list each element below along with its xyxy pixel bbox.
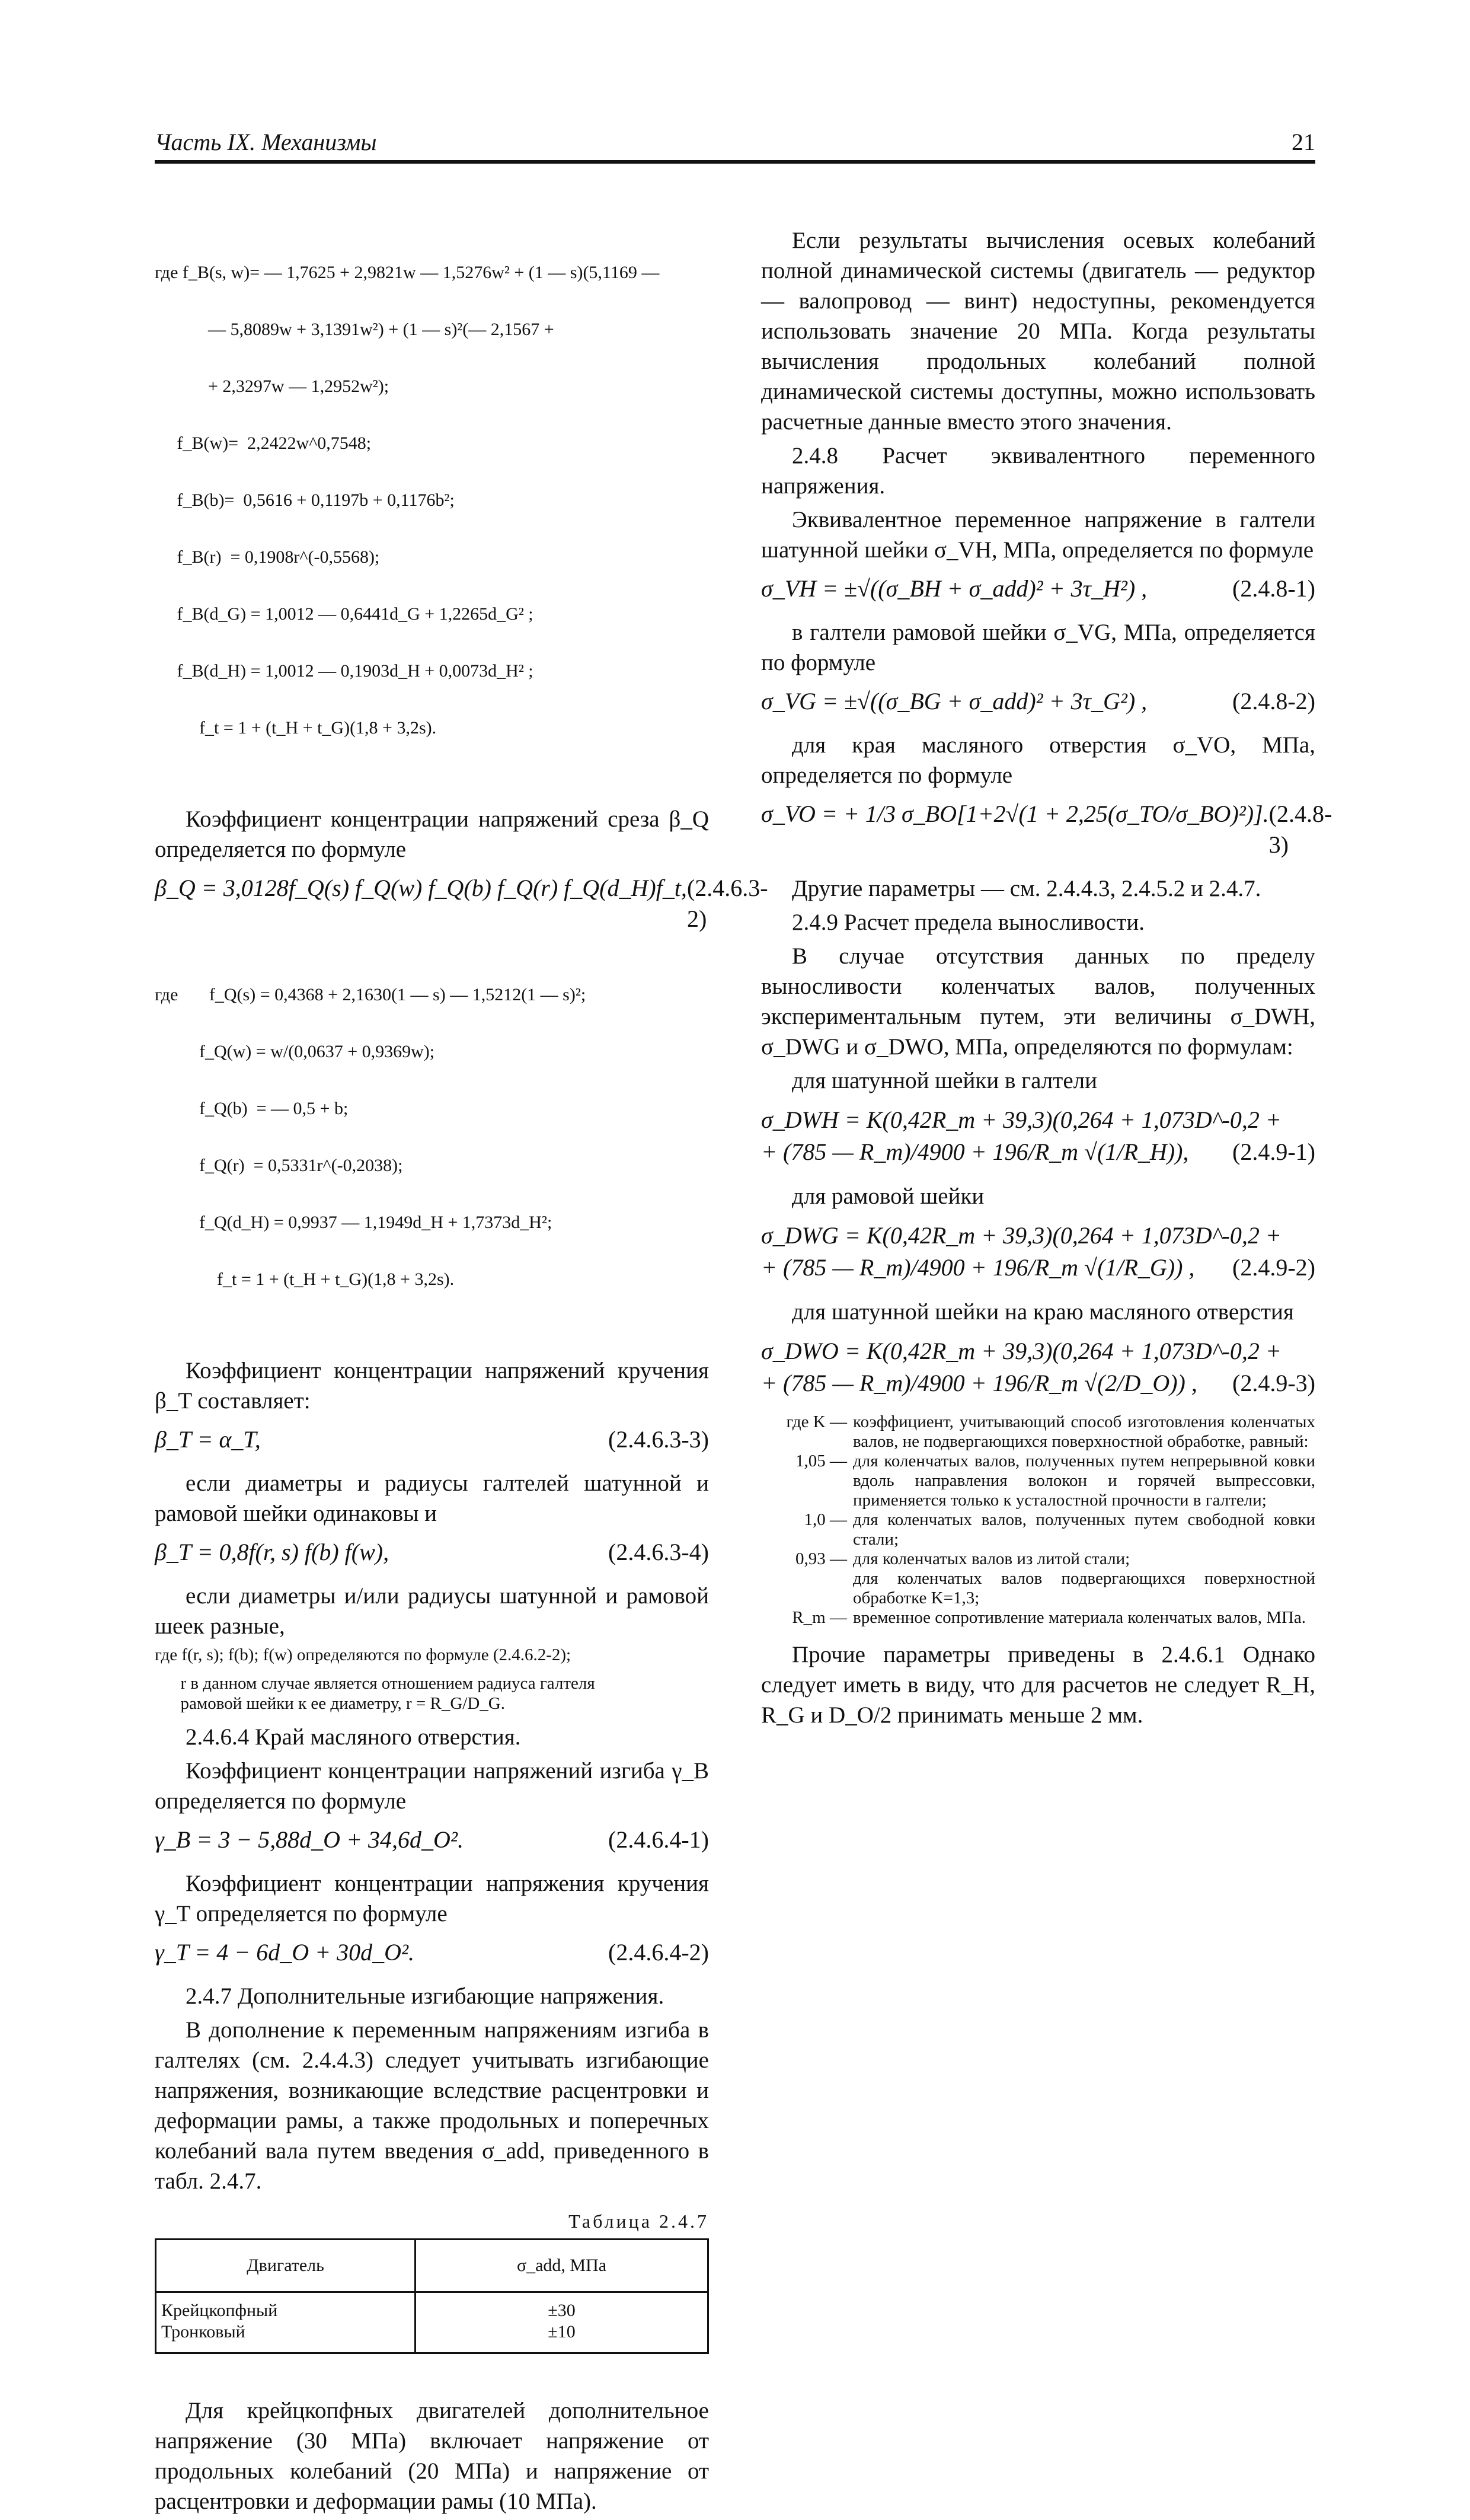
table-header-row <box>156 2240 708 2292</box>
paragraph: для края масляного отверстия σ_VO, МПа, определяется по формуле <box>761 732 1315 788</box>
equation-formula: β_T = 0,8f(r, s) f(b) f(w), <box>155 1539 389 1565</box>
paragraph: Коэффициент концентрации напряжения кручения γ_T определяется по формуле <box>155 1871 709 1926</box>
formula-line: f_B(d_G) = 1,0012 — 0,6441d_G + 1,2265d_G² ; <box>155 604 533 624</box>
sigma-add-table <box>155 2238 709 2354</box>
equation-formula: σ_VG = ±√((σ_BG + σ_add)² + 3τ_G²) , <box>761 688 1148 714</box>
definition-term: 1,0 — <box>804 1510 847 1529</box>
equation-line: σ_DWG = K(0,42R_m + 39,3)(0,264 + 1,073D^-0,2 + <box>761 1222 1282 1249</box>
equation-2463-2 <box>155 873 768 934</box>
definition-text: временное сопротивление материала коленчатых валов, МПа. <box>853 1608 1306 1627</box>
table-header: σ_add, МПа <box>416 2240 708 2292</box>
table-header: Двигатель <box>156 2240 416 2292</box>
formula-line: — 5,8089w + 3,1391w²) + (1 — s)²(— 2,1567 + <box>155 320 554 339</box>
paragraph: В случае отсутствия данных по пределу выносливости коленчатых валов, полученных экспериментальным путем, эти величины σ_DWH, σ_DWG и σ_DWO, МПа, определяются по формулам: <box>761 943 1315 1060</box>
definition-text: для коленчатых валов, полученных путем свободной ковки стали; <box>853 1510 1315 1549</box>
equation-line: + (785 — R_m)/4900 + 196/R_m √(2/D_O)) , <box>761 1370 1197 1396</box>
header-rule <box>155 160 1315 164</box>
section-heading: 2.4.8 Расчет эквивалентного переменного напряжения. <box>761 443 1315 499</box>
equation-249-1 <box>761 1104 1315 1168</box>
formula-line: f_B(d_H) = 1,0012 — 0,1903d_H + 0,0073d_H² ; <box>155 661 533 681</box>
paragraph: в галтели рамовой шейки σ_VG, МПа, определяется по формуле <box>761 620 1315 675</box>
equation-number: (2.4.8-1) <box>1232 575 1315 602</box>
paragraph: для шатунной шейки в галтели <box>792 1068 1097 1093</box>
formula-line: f_t = 1 + (t_H + t_G)(1,8 + 3,2s). <box>155 1269 455 1289</box>
definition-row <box>761 1549 1315 1569</box>
equation-formula: β_Q = 3,0128f_Q(s) f_Q(w) f_Q(b) f_Q(r) f_Q(d_H)f_t, <box>155 875 687 901</box>
definition-row <box>761 1569 1315 1608</box>
definition-term <box>761 1569 847 1608</box>
formula-line: f_B(b)= 0,5616 + 0,1197b + 0,1176b²; <box>155 490 455 510</box>
section-heading: 2.4.6.4 Край масляного отверстия. <box>186 1724 521 1750</box>
paragraph: В дополнение к переменным напряжениям изгиба в галтелях (см. 2.4.4.3) следует учитывать изгибающие напряжения, возникающие вследствие расцентровки и деформации рамы, а также продольных и поперечных колебаний вала путем введения σ_add, приведенного в табл. 2.4.7. <box>155 2017 709 2194</box>
formula-line: + 2,3297w — 1,2952w²); <box>155 377 389 396</box>
left-column <box>155 225 768 2520</box>
right-column <box>761 225 1332 1734</box>
definition-row <box>761 1608 1315 1628</box>
formula-line: f_t = 1 + (t_H + t_G)(1,8 + 3,2s). <box>155 718 437 738</box>
note: где f(r, s); f(b); f(w) определяются по формуле (2.4.6.2-2); <box>155 1645 571 1664</box>
formula-line: f_B(w)= 2,2422w^0,7548; <box>155 433 372 453</box>
equation-249-2 <box>761 1220 1315 1284</box>
paragraph: Если результаты вычисления осевых колебаний полной динамической системы (двигатель — редуктор — валопровод — винт) недоступны, рекомендуется использовать значение 20 МПа. Когда результаты вычисления продольных колебаний полной динамической системы доступны, можно использовать расчетные данные вместо этого значения. <box>761 228 1315 435</box>
paragraph: для рамовой шейки <box>792 1184 985 1209</box>
definition-text: для коленчатых валов подвергающихся поверхностной обработке K=1,3; <box>853 1569 1315 1607</box>
equation-number: (2.4.8-2) <box>1232 688 1315 714</box>
equation-2463-3 <box>155 1424 709 1455</box>
formula-line: f_B(r) = 0,1908r^(-0,5568); <box>155 547 380 567</box>
equation-248-1 <box>761 573 1315 604</box>
definition-text: для коленчатых валов, полученных путем непрерывной ковки вдоль направления волокон и горячей выпрессовки, применяется только к усталостной прочности в галтели; <box>853 1452 1315 1510</box>
equation-number: (2.4.8-3) <box>1268 800 1332 858</box>
fq-formula-block <box>155 948 709 1327</box>
equation-number: (2.4.9-3) <box>1232 1370 1315 1396</box>
definition-row <box>761 1412 1315 1452</box>
definition-term: где K — <box>786 1412 847 1431</box>
section-heading: 2.4.7 Дополнительные изгибающие напряжения. <box>186 1983 664 2009</box>
table-cell: ±10 <box>548 2322 576 2342</box>
paragraph: если диаметры и/или радиусы шатунной и рамовой шеек разные, <box>155 1583 709 1639</box>
paragraph: Для крейцкопфных двигателей дополнительное напряжение (30 МПа) включает напряжение от продольных колебаний (20 МПа) и напряжение от расцентровки и деформации рамы (10 МПа). <box>155 2398 709 2514</box>
equation-line: + (785 — R_m)/4900 + 196/R_m √(1/R_H)), <box>761 1138 1189 1165</box>
page-number: 21 <box>1292 129 1315 155</box>
equation-number: (2.4.6.4-1) <box>608 1826 709 1853</box>
equation-248-2 <box>761 686 1315 717</box>
equation-line: σ_DWO = K(0,42R_m + 39,3)(0,264 + 1,073D^-0,2 + <box>761 1338 1282 1364</box>
equation-formula: β_T = α_T, <box>155 1426 261 1453</box>
formula-line: f_Q(b) = — 0,5 + b; <box>155 1099 349 1118</box>
definition-term: 1,05 — <box>795 1452 847 1470</box>
paragraph: если диаметры и радиусы галтелей шатунной и рамовой шейки одинаковы и <box>155 1470 709 1526</box>
equation-number: (2.4.9-1) <box>1232 1138 1315 1165</box>
table-cell: ±30 <box>548 2301 576 2320</box>
equation-number: (2.4.6.3-3) <box>608 1426 709 1453</box>
equation-2464-1 <box>155 1824 709 1855</box>
header-title: Часть IX. Механизмы <box>155 129 377 155</box>
table-cell: Крейцкопфный <box>161 2301 278 2320</box>
formula-line: f_Q(r) = 0,5331r^(-0,2038); <box>155 1156 403 1175</box>
equation-line: + (785 — R_m)/4900 + 196/R_m √(1/R_G)) , <box>761 1254 1195 1281</box>
equation-2463-4 <box>155 1537 709 1568</box>
paragraph: Коэффициент концентрации напряжений кручения β_T составляет: <box>155 1358 709 1414</box>
paragraph: Коэффициент концентрации напряжений среза β_Q определяется по формуле <box>155 806 709 862</box>
equation-formula: γ_T = 4 − 6d_O + 30d_O². <box>155 1939 415 1966</box>
definition-text: для коленчатых валов из литой стали; <box>853 1549 1130 1568</box>
formula-line: f_Q(w) = w/(0,0637 + 0,9369w); <box>155 1042 435 1061</box>
note: r в данном случае является отношением радиуса галтеля рамовой шейки к ее диаметру, r = R_G/D_G. <box>180 1674 595 1713</box>
equation-formula: γ_B = 3 − 5,88d_O + 34,6d_O². <box>155 1826 464 1853</box>
paragraph: Коэффициент концентрации напряжений изгиба γ_B определяется по формуле <box>155 1758 709 1814</box>
definition-text: коэффициент, учитывающий способ изготовления коленчатых валов, не подвергающихся поверхностной обработке, равный: <box>853 1412 1315 1451</box>
formula-line: где f_Q(s) = 0,4368 + 2,1630(1 — s) — 1,5212(1 — s)²; <box>155 985 586 1004</box>
definition-row <box>761 1452 1315 1510</box>
equation-line: σ_DWH = K(0,42R_m + 39,3)(0,264 + 1,073D^-0,2 + <box>761 1106 1282 1133</box>
formula-line: где f_B(s, w)= — 1,7625 + 2,9821w — 1,5276w² + (1 — s)(5,1169 — <box>155 263 660 282</box>
definition-term: R_m — <box>792 1608 847 1627</box>
formula-line: f_Q(d_H) = 0,9937 — 1,1949d_H + 1,7373d_H²; <box>155 1213 552 1232</box>
paragraph: Эквивалентное переменное напряжение в галтели шатунной шейки σ_VH, МПа, определяется по формуле <box>761 507 1315 563</box>
equation-number: (2.4.6.3-4) <box>608 1539 709 1565</box>
table-caption: Таблица 2.4.7 <box>568 2210 709 2232</box>
paragraph: для шатунной шейки на краю масляного отверстия <box>792 1299 1294 1325</box>
definition-term: 0,93 — <box>795 1549 847 1568</box>
paragraph: Другие параметры — см. 2.4.4.3, 2.4.5.2 и 2.4.7. <box>792 876 1261 901</box>
definitions-list <box>761 1412 1315 1628</box>
equation-number: (2.4.6.3-2) <box>686 875 768 932</box>
equation-2464-2 <box>155 1937 709 1968</box>
paragraph: Прочие параметры приведены в 2.4.6.1 Однако следует иметь в виду, что для расчетов не следует R_H, R_G и D_O/2 принимать меньше 2 мм. <box>761 1642 1315 1728</box>
equation-249-3 <box>761 1335 1315 1399</box>
definition-row <box>761 1510 1315 1549</box>
table-cell: Тронковый <box>161 2322 245 2342</box>
fb-formula-block <box>155 225 709 776</box>
table-row <box>156 2292 708 2353</box>
equation-formula: σ_VO = + 1/3 σ_BO[1+2√(1 + 2,25(σ_TO/σ_BO)²)]. <box>761 800 1269 827</box>
equation-number: (2.4.6.4-2) <box>608 1939 709 1966</box>
equation-formula: σ_VH = ±√((σ_BH + σ_add)² + 3τ_H²) , <box>761 575 1148 602</box>
equation-number: (2.4.9-2) <box>1232 1254 1315 1281</box>
equation-248-3 <box>761 799 1332 860</box>
section-heading: 2.4.9 Расчет предела выносливости. <box>792 910 1145 935</box>
